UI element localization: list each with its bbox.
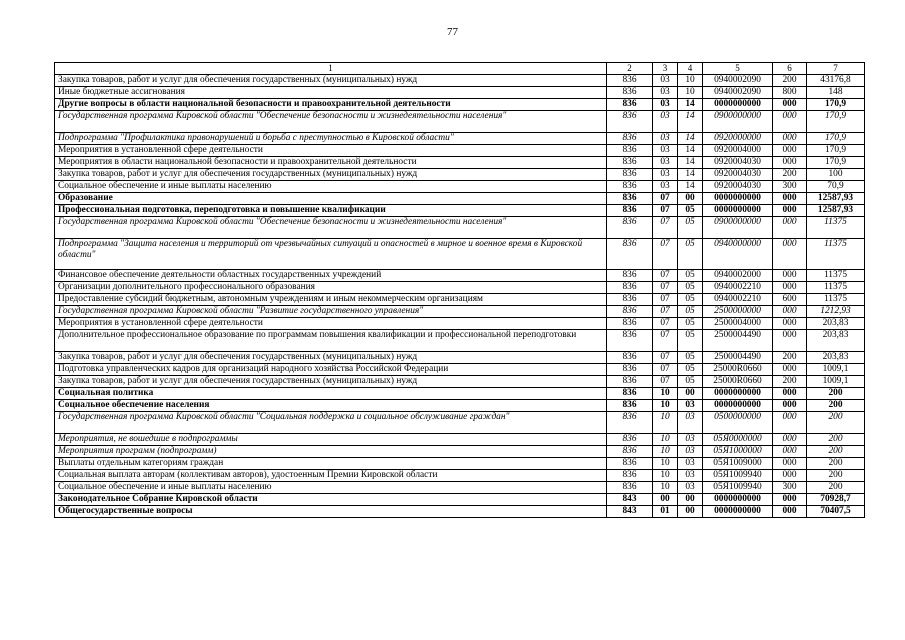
amount-cell: 170,9 <box>807 133 865 145</box>
target-code-cell: 0940002000 <box>703 270 773 282</box>
subsection-code-cell: 03 <box>678 434 703 446</box>
item-name-cell: Закупка товаров, работ и услуг для обеспечения государственных (муниципальных) нужд <box>55 75 607 87</box>
amount-cell: 11375 <box>807 217 865 239</box>
item-name-cell: Дополнительное профессиональное образование по программам повышения квалификации и профессиональной переподготовки <box>55 330 607 352</box>
target-code-cell: 0000000000 <box>703 99 773 111</box>
section-code-cell: 03 <box>653 111 678 133</box>
amount-cell: 70928,7 <box>807 494 865 506</box>
dept-code-cell: 836 <box>607 330 653 352</box>
subsection-code-cell: 05 <box>678 352 703 364</box>
item-name-cell: Подпрограмма "Профилактика правонарушений и борьба с преступностью в Кировской области" <box>55 133 607 145</box>
dept-code-cell: 836 <box>607 318 653 330</box>
amount-cell: 70,9 <box>807 181 865 193</box>
target-code-cell: 0940002090 <box>703 75 773 87</box>
subsection-code-cell: 00 <box>678 193 703 205</box>
table-row <box>55 111 865 133</box>
item-name-cell: Мероприятия в области национальной безопасности и правоохранительной деятельности <box>55 157 607 169</box>
table-row <box>55 364 865 376</box>
target-code-cell: 0900000000 <box>703 217 773 239</box>
target-code-cell: 05Я1009940 <box>703 470 773 482</box>
table-row <box>55 318 865 330</box>
table-row <box>55 157 865 169</box>
item-name-cell: Социальное обеспечение и иные выплаты населению <box>55 482 607 494</box>
amount-cell: 200 <box>807 470 865 482</box>
table-row <box>55 145 865 157</box>
target-code-cell: 0940002210 <box>703 294 773 306</box>
target-code-cell: 0920004030 <box>703 169 773 181</box>
header-cell: 4 <box>678 63 703 75</box>
expense-type-code-cell: 200 <box>773 169 807 181</box>
dept-code-cell: 836 <box>607 181 653 193</box>
item-name-cell: Закупка товаров, работ и услуг для обеспечения государственных (муниципальных) нужд <box>55 352 607 364</box>
section-code-cell: 03 <box>653 87 678 99</box>
target-code-cell: 0940002210 <box>703 282 773 294</box>
amount-cell: 200 <box>807 434 865 446</box>
expense-type-code-cell: 200 <box>773 376 807 388</box>
item-name-cell: Мероприятия программ (подпрограмм) <box>55 446 607 458</box>
expense-type-code-cell: 200 <box>773 352 807 364</box>
header-cell: 7 <box>807 63 865 75</box>
table-row <box>55 75 865 87</box>
target-code-cell: 0000000000 <box>703 193 773 205</box>
item-name-cell: Мероприятия, не вошедшие в подпрограммы <box>55 434 607 446</box>
item-name-cell: Законодательное Собрание Кировской области <box>55 494 607 506</box>
table-row <box>55 434 865 446</box>
section-code-cell: 03 <box>653 99 678 111</box>
table-row <box>55 482 865 494</box>
amount-cell: 200 <box>807 482 865 494</box>
dept-code-cell: 836 <box>607 434 653 446</box>
table-row <box>55 239 865 270</box>
target-code-cell: 0000000000 <box>703 400 773 412</box>
item-name-cell: Закупка товаров, работ и услуг для обеспечения государственных (муниципальных) нужд <box>55 376 607 388</box>
target-code-cell: 2500004490 <box>703 352 773 364</box>
item-name-cell: Социальное обеспечение и иные выплаты населению <box>55 181 607 193</box>
target-code-cell: 0920000000 <box>703 133 773 145</box>
dept-code-cell: 836 <box>607 282 653 294</box>
item-name-cell: Профессиональная подготовка, переподготовка и повышение квалификации <box>55 205 607 217</box>
expense-type-code-cell: 800 <box>773 87 807 99</box>
subsection-code-cell: 05 <box>678 330 703 352</box>
subsection-code-cell: 05 <box>678 217 703 239</box>
table-row <box>55 169 865 181</box>
page-number: 77 <box>447 26 458 38</box>
expense-type-code-cell: 000 <box>773 506 807 518</box>
table-row <box>55 400 865 412</box>
subsection-code-cell: 05 <box>678 205 703 217</box>
dept-code-cell: 836 <box>607 217 653 239</box>
amount-cell: 200 <box>807 400 865 412</box>
target-code-cell: 0000000000 <box>703 388 773 400</box>
amount-cell: 203,83 <box>807 318 865 330</box>
dept-code-cell: 843 <box>607 506 653 518</box>
target-code-cell: 0920004030 <box>703 181 773 193</box>
header-cell: 6 <box>773 63 807 75</box>
amount-cell: 12587,93 <box>807 193 865 205</box>
target-code-cell: 0000000000 <box>703 494 773 506</box>
amount-cell: 70407,5 <box>807 506 865 518</box>
item-name-cell: Государственная программа Кировской области "Развитие государственного управления" <box>55 306 607 318</box>
dept-code-cell: 836 <box>607 446 653 458</box>
dept-code-cell: 836 <box>607 388 653 400</box>
section-code-cell: 07 <box>653 306 678 318</box>
target-code-cell: 0920004000 <box>703 145 773 157</box>
section-code-cell: 07 <box>653 364 678 376</box>
dept-code-cell: 836 <box>607 111 653 133</box>
subsection-code-cell: 05 <box>678 239 703 270</box>
table-row <box>55 388 865 400</box>
subsection-code-cell: 05 <box>678 318 703 330</box>
table-row <box>55 282 865 294</box>
subsection-code-cell: 00 <box>678 506 703 518</box>
section-code-cell: 10 <box>653 388 678 400</box>
subsection-code-cell: 05 <box>678 270 703 282</box>
section-code-cell: 07 <box>653 239 678 270</box>
item-name-cell: Организации дополнительного профессионального образования <box>55 282 607 294</box>
table-row <box>55 217 865 239</box>
table-row <box>55 133 865 145</box>
section-code-cell: 07 <box>653 205 678 217</box>
expense-type-code-cell: 000 <box>773 318 807 330</box>
dept-code-cell: 836 <box>607 400 653 412</box>
amount-cell: 100 <box>807 169 865 181</box>
section-code-cell: 07 <box>653 318 678 330</box>
item-name-cell: Государственная программа Кировской области "Обеспечение безопасности и жизнедеятельности населения" <box>55 111 607 133</box>
amount-cell: 12587,93 <box>807 205 865 217</box>
item-name-cell: Общегосударственные вопросы <box>55 506 607 518</box>
header-cell: 3 <box>653 63 678 75</box>
section-code-cell: 10 <box>653 482 678 494</box>
subsection-code-cell: 10 <box>678 87 703 99</box>
dept-code-cell: 836 <box>607 99 653 111</box>
table-row <box>55 376 865 388</box>
item-name-cell: Мероприятия в установленной сфере деятельности <box>55 145 607 157</box>
section-code-cell: 01 <box>653 506 678 518</box>
section-code-cell: 10 <box>653 470 678 482</box>
amount-cell: 200 <box>807 458 865 470</box>
amount-cell: 11375 <box>807 282 865 294</box>
amount-cell: 1009,1 <box>807 376 865 388</box>
subsection-code-cell: 05 <box>678 294 703 306</box>
dept-code-cell: 836 <box>607 294 653 306</box>
section-code-cell: 03 <box>653 133 678 145</box>
item-name-cell: Предоставление субсидий бюджетным, автономным учреждениям и иным некоммерческим организациям <box>55 294 607 306</box>
subsection-code-cell: 03 <box>678 412 703 434</box>
table-row <box>55 270 865 282</box>
target-code-cell: 2500004000 <box>703 318 773 330</box>
dept-code-cell: 836 <box>607 470 653 482</box>
item-name-cell: Другие вопросы в области национальной безопасности и правоохранительной деятельности <box>55 99 607 111</box>
item-name-cell: Финансовое обеспечение деятельности областных государственных учреждений <box>55 270 607 282</box>
item-name-cell: Подпрограмма "Защита населения и территорий от чрезвычайных ситуаций и опасностей в мирное и военное время в Кировской области" <box>55 239 607 270</box>
item-name-cell: Подготовка управленческих кадров для организаций народного хозяйства Российской Федерации <box>55 364 607 376</box>
expense-type-code-cell: 600 <box>773 294 807 306</box>
table-row <box>55 494 865 506</box>
dept-code-cell: 843 <box>607 494 653 506</box>
dept-code-cell: 836 <box>607 270 653 282</box>
section-code-cell: 07 <box>653 193 678 205</box>
item-name-cell: Образование <box>55 193 607 205</box>
expense-type-code-cell: 000 <box>773 282 807 294</box>
expense-type-code-cell: 300 <box>773 181 807 193</box>
subsection-code-cell: 10 <box>678 75 703 87</box>
section-code-cell: 07 <box>653 282 678 294</box>
expense-type-code-cell: 000 <box>773 306 807 318</box>
target-code-cell: 25000R0660 <box>703 364 773 376</box>
section-code-cell: 10 <box>653 446 678 458</box>
amount-cell: 200 <box>807 446 865 458</box>
table-row <box>55 506 865 518</box>
amount-cell: 170,9 <box>807 157 865 169</box>
target-code-cell: 0500000000 <box>703 412 773 434</box>
dept-code-cell: 836 <box>607 412 653 434</box>
section-code-cell: 03 <box>653 145 678 157</box>
subsection-code-cell: 00 <box>678 388 703 400</box>
amount-cell: 1009,1 <box>807 364 865 376</box>
expense-type-code-cell: 000 <box>773 330 807 352</box>
table-row <box>55 193 865 205</box>
expense-type-code-cell: 000 <box>773 270 807 282</box>
expense-type-code-cell: 000 <box>773 111 807 133</box>
dept-code-cell: 836 <box>607 205 653 217</box>
expense-type-code-cell: 000 <box>773 157 807 169</box>
amount-cell: 1212,93 <box>807 306 865 318</box>
amount-cell: 203,83 <box>807 352 865 364</box>
amount-cell: 170,9 <box>807 111 865 133</box>
dept-code-cell: 836 <box>607 458 653 470</box>
target-code-cell: 05Я0000000 <box>703 434 773 446</box>
section-code-cell: 07 <box>653 330 678 352</box>
table-row <box>55 181 865 193</box>
target-code-cell: 0000000000 <box>703 205 773 217</box>
subsection-code-cell: 03 <box>678 482 703 494</box>
section-code-cell: 03 <box>653 169 678 181</box>
expense-type-code-cell: 000 <box>773 193 807 205</box>
subsection-code-cell: 14 <box>678 99 703 111</box>
subsection-code-cell: 03 <box>678 446 703 458</box>
table-row <box>55 446 865 458</box>
item-name-cell: Социальная выплата авторам (коллективам авторов), удостоенным Премии Кировской области <box>55 470 607 482</box>
amount-cell: 43176,8 <box>807 75 865 87</box>
table-row <box>55 294 865 306</box>
target-code-cell: 0920004030 <box>703 157 773 169</box>
table-row <box>55 205 865 217</box>
header-cell: 2 <box>607 63 653 75</box>
section-code-cell: 03 <box>653 75 678 87</box>
item-name-cell: Социальная политика <box>55 388 607 400</box>
expense-type-code-cell: 000 <box>773 470 807 482</box>
dept-code-cell: 836 <box>607 87 653 99</box>
subsection-code-cell: 03 <box>678 458 703 470</box>
target-code-cell: 0940002090 <box>703 87 773 99</box>
subsection-code-cell: 14 <box>678 181 703 193</box>
subsection-code-cell: 03 <box>678 470 703 482</box>
section-code-cell: 03 <box>653 181 678 193</box>
expense-type-code-cell: 000 <box>773 217 807 239</box>
dept-code-cell: 836 <box>607 306 653 318</box>
amount-cell: 11375 <box>807 294 865 306</box>
item-name-cell: Иные бюджетные ассигнования <box>55 87 607 99</box>
table-row <box>55 99 865 111</box>
table-row <box>55 87 865 99</box>
subsection-code-cell: 14 <box>678 157 703 169</box>
dept-code-cell: 836 <box>607 239 653 270</box>
item-name-cell: Выплаты отдельным категориям граждан <box>55 458 607 470</box>
expense-type-code-cell: 000 <box>773 388 807 400</box>
target-code-cell: 2500004490 <box>703 330 773 352</box>
expense-type-code-cell: 300 <box>773 482 807 494</box>
expense-type-code-cell: 000 <box>773 99 807 111</box>
section-code-cell: 00 <box>653 494 678 506</box>
item-name-cell: Закупка товаров, работ и услуг для обеспечения государственных (муниципальных) нужд <box>55 169 607 181</box>
dept-code-cell: 836 <box>607 133 653 145</box>
table-row <box>55 470 865 482</box>
section-code-cell: 07 <box>653 270 678 282</box>
subsection-code-cell: 14 <box>678 133 703 145</box>
header-row <box>55 63 865 75</box>
dept-code-cell: 836 <box>607 352 653 364</box>
dept-code-cell: 836 <box>607 75 653 87</box>
amount-cell: 148 <box>807 87 865 99</box>
item-name-cell: Социальное обеспечение населения <box>55 400 607 412</box>
dept-code-cell: 836 <box>607 169 653 181</box>
dept-code-cell: 836 <box>607 145 653 157</box>
table-body <box>55 63 865 518</box>
section-code-cell: 10 <box>653 400 678 412</box>
expense-type-code-cell: 000 <box>773 133 807 145</box>
expense-type-code-cell: 000 <box>773 364 807 376</box>
expense-type-code-cell: 000 <box>773 412 807 434</box>
item-name-cell: Государственная программа Кировской области "Обеспечение безопасности и жизнедеятельности населения" <box>55 217 607 239</box>
section-code-cell: 07 <box>653 217 678 239</box>
section-code-cell: 10 <box>653 434 678 446</box>
subsection-code-cell: 14 <box>678 111 703 133</box>
amount-cell: 170,9 <box>807 145 865 157</box>
table-row <box>55 330 865 352</box>
target-code-cell: 2500000000 <box>703 306 773 318</box>
subsection-code-cell: 05 <box>678 364 703 376</box>
table-row <box>55 306 865 318</box>
section-code-cell: 03 <box>653 157 678 169</box>
subsection-code-cell: 14 <box>678 145 703 157</box>
expense-type-code-cell: 000 <box>773 446 807 458</box>
amount-cell: 170,9 <box>807 99 865 111</box>
target-code-cell: 05Я1009940 <box>703 482 773 494</box>
subsection-code-cell: 00 <box>678 494 703 506</box>
subsection-code-cell: 05 <box>678 282 703 294</box>
amount-cell: 203,83 <box>807 330 865 352</box>
expense-type-code-cell: 000 <box>773 494 807 506</box>
amount-cell: 11375 <box>807 239 865 270</box>
budget-table <box>54 62 865 518</box>
target-code-cell: 05Я1009000 <box>703 458 773 470</box>
subsection-code-cell: 05 <box>678 306 703 318</box>
amount-cell: 200 <box>807 412 865 434</box>
dept-code-cell: 836 <box>607 193 653 205</box>
table-row <box>55 458 865 470</box>
expense-type-code-cell: 000 <box>773 434 807 446</box>
amount-cell: 11375 <box>807 270 865 282</box>
amount-cell: 200 <box>807 388 865 400</box>
expense-type-code-cell: 000 <box>773 205 807 217</box>
expense-type-code-cell: 000 <box>773 458 807 470</box>
section-code-cell: 07 <box>653 294 678 306</box>
section-code-cell: 10 <box>653 412 678 434</box>
dept-code-cell: 836 <box>607 157 653 169</box>
header-cell: 5 <box>703 63 773 75</box>
dept-code-cell: 836 <box>607 364 653 376</box>
target-code-cell: 0940000000 <box>703 239 773 270</box>
table-row <box>55 412 865 434</box>
expense-type-code-cell: 000 <box>773 145 807 157</box>
section-code-cell: 07 <box>653 376 678 388</box>
subsection-code-cell: 14 <box>678 169 703 181</box>
target-code-cell: 0000000000 <box>703 506 773 518</box>
dept-code-cell: 836 <box>607 376 653 388</box>
item-name-cell: Мероприятия в установленной сфере деятельности <box>55 318 607 330</box>
expense-type-code-cell: 000 <box>773 239 807 270</box>
expense-type-code-cell: 000 <box>773 400 807 412</box>
target-code-cell: 05Я1000000 <box>703 446 773 458</box>
section-code-cell: 10 <box>653 458 678 470</box>
item-name-cell: Государственная программа Кировской области "Социальная поддержка и социальное обслуживание граждан" <box>55 412 607 434</box>
header-cell: 1 <box>55 63 607 75</box>
table-row <box>55 352 865 364</box>
subsection-code-cell: 05 <box>678 376 703 388</box>
target-code-cell: 25000R0660 <box>703 376 773 388</box>
subsection-code-cell: 03 <box>678 400 703 412</box>
section-code-cell: 07 <box>653 352 678 364</box>
dept-code-cell: 836 <box>607 482 653 494</box>
target-code-cell: 0900000000 <box>703 111 773 133</box>
expense-type-code-cell: 200 <box>773 75 807 87</box>
